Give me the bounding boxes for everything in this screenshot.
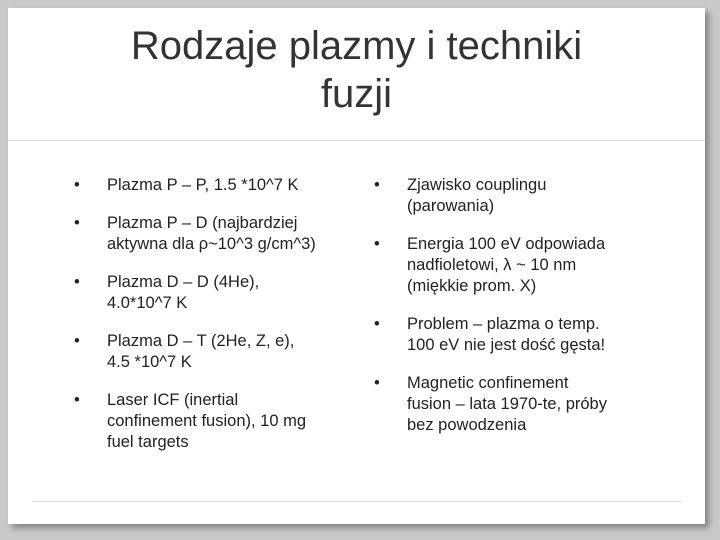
- left-column: [74, 175, 374, 453]
- bullet-icon: •: [74, 332, 80, 350]
- bullet-text: Magnetic confinement fusion – lata 1970-te, próby bez powodzenia: [407, 374, 607, 434]
- bullet-icon: •: [74, 176, 80, 194]
- bullet-text: Plazma D – D (4He), 4.0*10^7 K: [107, 273, 260, 312]
- bullet-item: [374, 314, 674, 356]
- bullet-text: Plazma P – D (najbardziej aktywna dla ρ~10^3 g/cm^3): [107, 214, 316, 253]
- bullet-text: Problem – plazma o temp. 100 eV nie jest dość gęsta!: [407, 315, 606, 354]
- bullet-icon: •: [74, 214, 80, 232]
- title-divider: [8, 140, 705, 141]
- bullet-item: [74, 213, 374, 255]
- bullet-item: [74, 390, 374, 453]
- bullet-text: Zjawisko couplingu (parowania): [407, 176, 547, 215]
- bullet-icon: •: [74, 391, 80, 409]
- slide-title: Rodzaje plazmy i techniki fuzji: [130, 24, 583, 116]
- bullet-text: Laser ICF (inertial confinement fusion), 10 mg fuel targets: [107, 391, 307, 451]
- bullet-item: [74, 331, 374, 373]
- footer-divider: [32, 501, 682, 502]
- bullet-icon: •: [374, 374, 380, 392]
- bullet-text: Plazma P – P, 1.5 *10^7 K: [107, 176, 299, 194]
- bullet-text: Plazma D – T (2He, Z, e), 4.5 *10^7 K: [107, 332, 295, 371]
- bullet-icon: •: [374, 315, 380, 333]
- bullet-item: [74, 272, 374, 314]
- bullet-item: [74, 175, 374, 196]
- bullet-icon: •: [74, 273, 80, 291]
- bullet-item: [374, 373, 674, 436]
- bullet-item: [374, 234, 674, 297]
- bullet-text: Energia 100 eV odpowiada nadfioletowi, λ ~ 10 nm (miękkie prom. X): [407, 235, 606, 295]
- slide: [8, 8, 705, 524]
- right-column: [374, 175, 674, 436]
- bullet-icon: •: [374, 235, 380, 253]
- bullet-item: [374, 175, 674, 217]
- bullet-icon: •: [374, 176, 380, 194]
- title-area: [8, 8, 705, 132]
